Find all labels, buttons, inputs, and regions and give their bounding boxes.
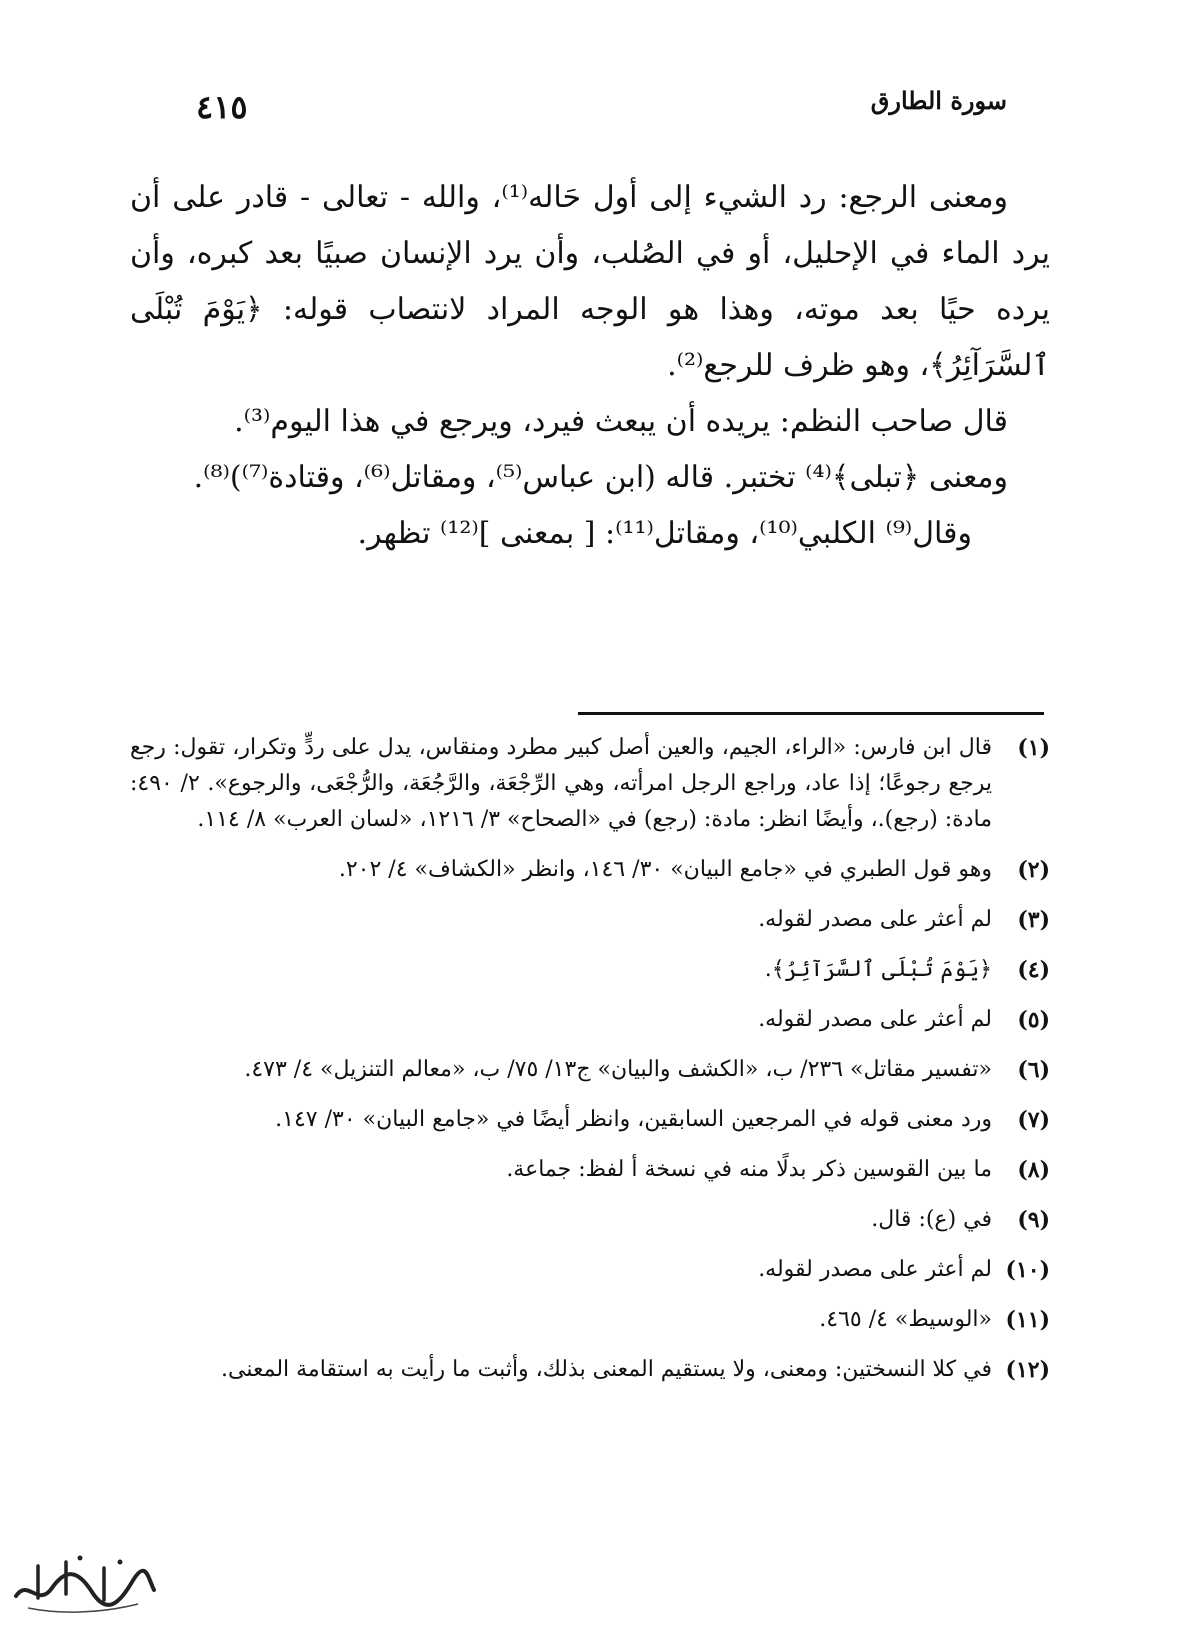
footnote-number: (٩)	[1017, 1207, 1050, 1233]
footnote-number: (٣)	[1017, 907, 1050, 933]
footnote-text: ما بين القوسين ذكر بدلًا منه في نسخة أ لفظ: جماعة.	[506, 1157, 992, 1182]
footnote	[130, 1202, 1050, 1238]
footnote	[130, 730, 1050, 838]
footnote-number: (٢)	[1017, 857, 1050, 883]
footnote-text: في كلا النسختين: ومعنى، ولا يستقيم المعنى بذلك، وأثبت ما رأيت به استقامة المعنى.	[221, 1357, 992, 1382]
paragraph-1: ومعنى الرجع: رد الشيء إلى أول حَاله⁽¹⁾، والله - تعالى - قادر على أن يرد الماء في الإحليل، أو في الصُلب، وأن يرد الإنسان صبيًا بعد كبره، وأن يرده حيًا بعد موته، وهذا هو الوجه المراد لانتصاب قوله: ﴿يَوْمَ تُبْلَى ٱلسَّرَآئِرُ﴾، وهو ظرف للرجع⁽²⁾.	[130, 180, 1050, 383]
footnote	[130, 1052, 1050, 1088]
paragraph-2: قال صاحب النظم: يريده أن يبعث فيرد، ويرجع في هذا اليوم⁽³⁾.	[234, 404, 1008, 439]
footnote	[130, 1252, 1050, 1288]
footnote-number: (١٢)	[1005, 1357, 1050, 1383]
footnote-text: ﴿يَوْمَ تُبْلَى ٱلسَّرَآئِرُ﴾.	[764, 957, 992, 982]
footnote-number: (١)	[1017, 735, 1050, 761]
footnote-text: وهو قول الطبري في «جامع البيان» ٣٠/ ١٤٦، وانظر «الكشاف» ٤/ ٢٠٢.	[338, 857, 992, 882]
footnote-text: قال ابن فارس: «الراء، الجيم، والعين أصل كبير مطرد ومنقاس، يدل على ردٍّ وتكرار، تقول: رجع يرجع رجوعًا؛ إذا عاد، وراجع الرجل امرأته، وهي الرِّجْعَة، والرَّجُعَة، والرُّجْعَى، والرجوع». ٢/ ٤٩٠: مادة: (رجع).، وأيضًا انظر: مادة: (رجع) في «الصحاح» ٣/ ١٢١٦، «لسان العرب» ٨/ ١١٤.	[130, 735, 992, 832]
footnote-number: (٨)	[1017, 1157, 1050, 1183]
page-number: ٤١٥	[196, 88, 248, 126]
footnote-text: لم أعثر على مصدر لقوله.	[758, 1007, 992, 1032]
footnote	[130, 1352, 1050, 1388]
footnote-number: (٥)	[1017, 1007, 1050, 1033]
footnote	[130, 852, 1050, 888]
footnote-text: لم أعثر على مصدر لقوله.	[758, 1257, 992, 1282]
footnote-text: ورد معنى قوله في المرجعين السابقين، وانظر أيضًا في «جامع البيان» ٣٠/ ١٤٧.	[275, 1107, 992, 1132]
paragraph-4: وقال⁽⁹⁾ الكلبي⁽¹⁰⁾، ومقاتل⁽¹¹⁾: [ بمعنى ]⁽¹²⁾ تظهر.	[357, 516, 972, 551]
footnote-separator	[578, 712, 1044, 715]
footnote-text: في (ع): قال.	[871, 1207, 992, 1232]
footnote	[130, 1152, 1050, 1188]
footnote-number: (١٠)	[1005, 1257, 1050, 1283]
footnote-text: لم أعثر على مصدر لقوله.	[758, 907, 992, 932]
footnote	[130, 1102, 1050, 1138]
footnote-number: (٧)	[1017, 1107, 1050, 1133]
footnote-number: (٦)	[1017, 1057, 1050, 1083]
footnote-number: (١١)	[1005, 1307, 1050, 1333]
footnote-number: (٤)	[1017, 957, 1050, 983]
paragraph-3: ومعنى ﴿تبلى﴾⁽⁴⁾ تختبر. قاله (ابن عباس⁽⁵⁾، ومقاتل⁽⁶⁾، وقتادة⁽⁷⁾)⁽⁸⁾.	[193, 460, 1008, 495]
footnotes	[130, 730, 1050, 1402]
surah-title: سورة الطارق	[870, 86, 1007, 115]
footnote-text: «تفسير مقاتل» ٢٣٦/ ب، «الكشف والبيان» ج١٣/ ٧٥/ ب، «معالم التنزيل» ٤/ ٤٧٣.	[244, 1057, 992, 1082]
footnote	[130, 902, 1050, 938]
footnote	[130, 952, 1050, 988]
publisher-logo	[8, 1548, 158, 1618]
main-text	[130, 170, 1050, 562]
footnote	[130, 1302, 1050, 1338]
footnote-text: «الوسيط» ٤/ ٤٦٥.	[819, 1307, 992, 1332]
footnote	[130, 1002, 1050, 1038]
